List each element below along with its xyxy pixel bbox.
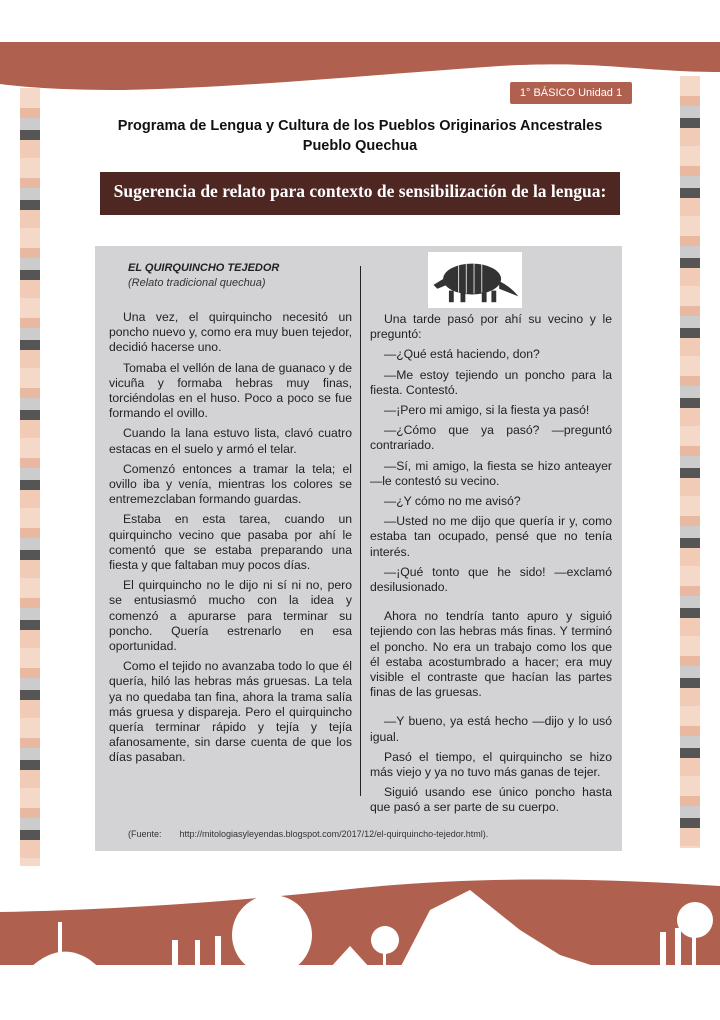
right-column bbox=[370, 312, 612, 821]
story-paragraph: Tomaba el vellón de lana de guanaco y de vicuña y formaba hebras muy finas, torciéndolas en el huso. Poco a poco se fue formando el ovillo. bbox=[109, 360, 352, 421]
story-title: EL QUIRQUINCHO TEJEDOR bbox=[128, 262, 280, 274]
story-paragraph: Ahora no tendría tanto apuro y siguió tejiendo con las hebras más finas. Y terminó el poncho. No era un trabajo como los que él estaba acostumbrado a hacer; era muy visible el contraste que hacían las partes finas de las gruesas. bbox=[370, 609, 612, 700]
story-paragraph: —Usted no me dijo que quería ir y, como estaba tan ocupado, pensé que no tenía interés. bbox=[370, 514, 612, 559]
footer-landscape-illustration bbox=[0, 860, 720, 1020]
source-label: (Fuente: bbox=[128, 829, 162, 839]
story-subtitle: (Relato tradicional quechua) bbox=[128, 277, 266, 289]
story-panel bbox=[95, 246, 622, 851]
source-citation bbox=[128, 828, 488, 840]
section-banner: Sugerencia de relato para contexto de sensibilización de la lengua: bbox=[100, 172, 620, 215]
story-paragraph: —¿Cómo que ya pasó? —preguntó contrariado. bbox=[370, 423, 612, 453]
program-title: Programa de Lengua y Cultura de los Pueblos Originarios Ancestrales bbox=[117, 118, 603, 134]
left-column bbox=[109, 310, 352, 771]
story-paragraph: Estaba en esta tarea, cuando un quirquincho vecino que pasaba por ahí le comentó que se estaba preparando una fiesta y que faltaban muy pocos días. bbox=[109, 512, 352, 573]
source-url[interactable]: http://mitologiasyleyendas.blogspot.com/2017/12/el-quirquincho-tejedor.html). bbox=[179, 829, 489, 839]
left-woven-border bbox=[20, 88, 40, 866]
story-paragraph: Una vez, el quirquincho necesitó un poncho nuevo y, como era muy buen tejedor, decidió hacerse uno. bbox=[109, 310, 352, 355]
story-paragraph: —¿Qué está haciendo, don? bbox=[384, 347, 540, 362]
story-paragraph: —¡Qué tonto que he sido! —exclamó desilusionado. bbox=[370, 564, 612, 595]
story-paragraph: Siguió usando ese único poncho hasta que pasó a ser parte de su cuerpo. bbox=[370, 785, 612, 815]
story-paragraph: Cuando la lana estuvo lista, clavó cuatro estacas en el suelo y armó el telar. bbox=[109, 426, 352, 456]
story-paragraph: Pasó el tiempo, el quirquincho se hizo más viejo y ya no tuvo más ganas de tejer. bbox=[370, 749, 612, 780]
grade-unit-badge: 1° BÁSICO Unidad 1 bbox=[510, 82, 632, 104]
story-paragraph: Comenzó entonces a tramar la tela; el ovillo iba y venía, mientras los colores se entremezclaban formando guardas. bbox=[109, 461, 352, 507]
armadillo-illustration bbox=[428, 252, 522, 308]
story-paragraph: Como el tejido no avanzaba todo lo que él quería, hiló las hebras más gruesas. La tela ya no quedaba tan fina, ahora la trama salía más gruesa y dispareja. Pero el quirquincho quería terminar rápido y tejía y tejía afanosamente, sin darse cuenta de que los días pasaban. bbox=[109, 659, 352, 765]
story-paragraph: Una tarde pasó por ahí su vecino y le preguntó: bbox=[370, 312, 612, 342]
right-woven-border bbox=[680, 76, 700, 848]
story-paragraph: —¡Pero mi amigo, si la fiesta ya pasó! bbox=[384, 403, 590, 418]
story-paragraph: El quirquincho no le dijo ni sí ni no, pero se entusiasmó mucho con la idea y comenzó a apurarse para terminar su poncho. Quería estrenarlo en esa oportunidad. bbox=[109, 578, 352, 654]
column-divider bbox=[360, 266, 361, 796]
people-title: Pueblo Quechua bbox=[302, 138, 418, 154]
story-paragraph: —Y bueno, ya está hecho —dijo y lo usó igual. bbox=[370, 714, 612, 744]
story-paragraph: —¿Y cómo no me avisó? bbox=[384, 494, 521, 509]
story-paragraph: —Sí, mi amigo, la fiesta se hizo anteayer —le contestó su vecino. bbox=[370, 458, 612, 488]
story-paragraph: —Me estoy tejiendo un poncho para la fiesta. Contestó. bbox=[370, 367, 612, 397]
